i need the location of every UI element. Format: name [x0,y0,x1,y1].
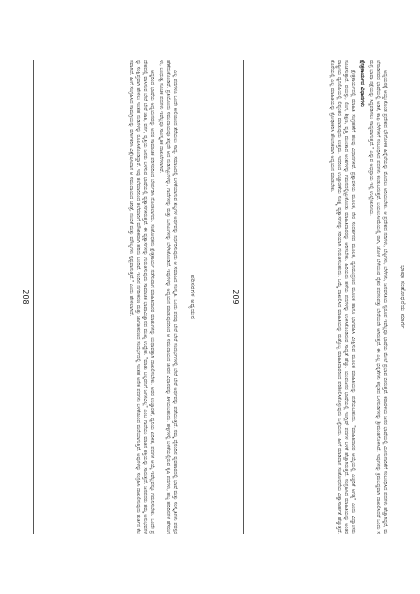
page-number: 208 [21,289,30,305]
footer-rule [243,60,244,534]
paragraph: ಕ್ಷೇತ್ರಕಾರ್ಯದಲ್ಲಿ ಮಾಹಿತಿ ಸಂಗ್ರಹಣೆಗೆ ಹಲವು ವಿಧಾನಗಳಿವೆ. ಪ್ರಶ್ನಾವಳಿಯ ಮೂಲಕ, ನೇರ ಸಂದರ್ಶನದ ಮೂಲಕ, ಧ್ವನಿಮುದ್ರಣದ ಮೂಲಕ ಹಾಗೂ ಭಾಗವಹಿಸಿ ವೀಕ್ಷಿಸುವ ಮೂಲಕ ಮಾಹಿತಿಯನ್ನು ಪಡೆಯಬಹುದು. "ಮಾಹಿತಿದಾರರ ಆಯ್ಕೆಯಲ್ಲಿ ಎಚ್ಚರಿಕೆ ಅಗತ್ಯ" ಎಂದು ವಿದ್ವಾಂಸರು ಸೂಚಿಸುತ್ತಾರೆ. ವಯಸ್ಸು, ಲಿಂಗ, ಶಿಕ್ಷಣ, ವೃತ್ತಿ ಮುಂತಾದ ಅಂಶಗಳನ್ನು ಗಮನದಲ್ಲಿಟ್ಟುಕೊಂಡು ಮಾಹಿತಿದಾರರನ್ನು ಆರಿಸಬೇಕು. ಹಿರಿಯರು ಹಳೆಯ ಪದಗಳನ್ನು ಉಳಿಸಿಕೊಂಡಿರುವ ಸಾಧ್ಯತೆ ಹೆಚ್ಚು. ಯುವಜನರ ಭಾಷೆಯಲ್ಲಿ ಇಂಗ್ಲಿಷ್ ಪದಗಳ ಬಳಕೆ ಹೆಚ್ಚಾಗಿರುತ್ತದೆ. ಸಂಗ್ರಹಿಸಿದ ಮಾಹಿತಿಯನ್ನು ಅಂತರರಾಷ್ಟ್ರೀಯ ಧ್ವನಿಲಿಪಿಯಲ್ಲಿ ಲಿಪ್ಯಂತರ ಮಾಡುವುದು ಉತ್ತಮ. ಇದರಿಂದ ಉಚ್ಚಾರಣೆಯ ಸೂಕ್ಷ್ಮ ವ್ಯತ್ಯಾಸಗಳನ್ನು ಸರಿಯಾಗಿ ಗುರುತಿಸಬಹುದು. ಒಮ್ಮೆ ದಾಖಲಿಸಿದ ಮಾಹಿತಿಯನ್ನು ಮತ್ತೊಬ್ಬ ಮಾಹಿತಿದಾರರಿಂದ ಪರಿಶೀಲಿಸಿಕೊಳ್ಳುವುದು ಒಳ್ಳೆಯದು. ಹೀಗೆ ಮಾಡಿದಾಗ ಸಂಶೋಧನೆಯ ವಿಶ್ವಾಸಾರ್ಹತೆ ಹೆಚ್ಚುತ್ತದೆ. ಕೊನೆಯಲ್ಲಿ ಎಲ್ಲ ಮಾಹಿತಿಯನ್ನು ಕ್ರೋಢೀಕರಿಸಿ ತೌಲನಿಕವಾಗಿ ಅಧ್ಯಯನ ಮಾಡಬೇಕು. [329,60,356,534]
footer-rule [33,60,34,534]
paragraph: ಅಧ್ಯಯನಕ್ಕೆ ಆಯ್ದುಕೊಂಡ ಪ್ರದೇಶದ ಭೌಗೋಳಿಕ ಹಿನ್ನೆಲೆಯನ್ನು ಮೊದಲು ಅರಿಯಬೇಕು. ಆ ಪ್ರದೇಶದ ನದಿಗಳು, ಬೆಟ್ಟಗಳು, ಬೆಳೆಗಳು, ಜನವಸತಿಯ ಸ್ವರೂಪ ಇವೆಲ್ಲವೂ ಭಾಷೆಯ ಮೇಲೆ ಪ್ರಭಾವ ಬೀರುತ್ತವೆ. ಕರಾವಳಿಯ ಜನರ ಭಾಷೆಯಲ್ಲಿ ಮೀನುಗಾರಿಕೆಗೆ ಸಂಬಂಧಿಸಿದ ಪದಗಳು ಹೆಚ್ಚಾಗಿದ್ದರೆ, ಮಲೆನಾಡಿನವರ ಭಾಷೆಯಲ್ಲಿ ಅಡಿಕೆ, ಕಾಫಿ ಬೆಳೆಗಳಿಗೆ ಸಂಬಂಧಿಸಿದ ಪದಗಳು ಕಂಡುಬರುತ್ತವೆ. ಬಯಲುಸೀಮೆಯಲ್ಲಿ ರಾಗಿ, ಜೋಳ ಬೆಳೆಯುವ ರೈತರ ಪದಸಂಪತ್ತು ಬೇರೆಯದೇ ಆಗಿರುತ್ತದೆ. ಈ ಎಲ್ಲ ಭಿನ್ನತೆಗಳು ಕನ್ನಡದ ಒಳನುಡಿಗಳನ್ನು ಶ್ರೀಮಂತಗೊಳಿಸಿವೆ. ಇವುಗಳನ್ನು ಕ್ರಮಬದ್ಧವಾಗಿ ದಾಖಲಿಸಿದರೆ ಒಂದು ಸಮಗ್ರ ಭಾಷಾ ನಕ್ಷೆಯನ್ನು ಸಿದ್ಧಪಡಿಸಲು ಸಾಧ್ಯವಾಗುತ್ತದೆ." ಎನ್ನುವ ಅಭಿಪ್ರಾಯ ಇಲ್ಲಿ ಉಲ್ಲೇಖನೀಯ. [368,60,388,534]
body-text [326,60,388,534]
right-page-rotated-content [210,0,420,594]
page-number: 209 [231,289,240,305]
right-page [210,0,420,594]
body-text [125,60,178,534]
section-heading: ಕ್ಷೇತ್ರಕಾರ್ಯದ ವಿಧಾನಗಳು [359,60,365,107]
paragraph: ಆದ್ದರಿಂದ ಭಾಷೆಯ ಅಧ್ಯಯನವನ್ನು ಅದರ ಸಾಮಾಜಿಕ ಪರಿಸರದಿಂದ ಬೇರ್ಪಡಿಸಿ ನೋಡಲಾಗದು. ಸಂಶೋಧಕನು ಕ್ಷೇತ್ರಕಾರ್ಯ ನಡೆಸುವಾಗ ಮಾಹಿತಿದಾರರ ಮಾತುಗಳನ್ನು ಯಥಾವತ್ತಾಗಿ ದಾಖಲಿಸಬೇಕು. ಅವರ ಉಚ್ಚಾರಣೆ, ಧ್ವನಿಯ ಏರಿಳಿತ, ಪದಗಳ ಆಯ್ಕೆ ಇವೆಲ್ಲವನ್ನೂ ಗಮನಿಸಬೇಕು. ಒಂದೇ ಪ್ರದೇಶದಲ್ಲಿ ವಾಸಿಸುವ ಬೇರೆ ಬೇರೆ ಜಾತಿ, ವರ್ಗ, ವೃತ್ತಿಯ ಜನರು ಬಳಸುವ ಭಾಷೆಯಲ್ಲಿ ವ್ಯತ್ಯಾಸಗಳಿರುತ್ತವೆ. ಈ ವ್ಯತ್ಯಾಸಗಳನ್ನು ಗುರುತಿಸುವುದು ಸಾಮಾಜಿಕ ಭಾಷಾವಿಜ್ಞಾನದ ಮುಖ್ಯ ಉದ್ದೇಶ. "ಮಾತು ಬಲ್ಲವನಿಗೆ ಜಗಳವಿಲ್ಲ" ಎಂಬ ಗಾದೆಯು ಮಾತಿನ ಶಕ್ತಿಯನ್ನು ಸಾರುತ್ತದೆ. ಜನಪದರು ತಮ್ಮ ಅನುಭವಗಳನ್ನು ಸಂಕ್ಷಿಪ್ತವಾಗಿ ಹೇಳಲು ಇಂತಹ ನುಡಿಗಳನ್ನು ರೂಪಿಸಿಕೊಂಡಿದ್ದಾರೆ. ಇವು ತಲೆಮಾರಿನಿಂದ ತಲೆಮಾರಿಗೆ ಮೌಖಿಕವಾಗಿ ಹರಿದು ಬಂದಿವೆ. ಇಂದಿನ ನಗರೀಕರಣ ಮತ್ತು ಜಾಗತೀಕರಣದ ಸಂದರ್ಭದಲ್ಲಿ ಇಂತಹ ಅನೇಕ ಪದಗಳು ಬಳಕೆಯಿಂದ ಮರೆಯಾಗುತ್ತಿವೆ. ಅವುಗಳನ್ನು ಸಂಗ್ರಹಿಸಿ ದಾಖಲಿಸುವುದು ತುರ್ತಿನ ಕೆಲಸವಾಗಿದೆ. ಹೀಗೆ ಸಂಗ್ರಹಿಸಿದ ಸಾಮಗ್ರಿಯನ್ನು ವರ್ಗೀಕರಿಸಿ ವಿಶ್ಲೇಷಿಸಿದಾಗ ಆ ಸಮುದಾಯದ ಚರಿತ್ರೆ, ನಂಬಿಕೆ ಮತ್ತು ಮೌಲ್ಯಗಳು ಸ್ಪಷ್ಟವಾಗುತ್ತವೆ." ಎಂದು ಹೇಳಲಾಗಿದೆ. [128,60,155,534]
running-header: ಭಾಷಾ ಸಂಶೋಧನೆಯ ಮಾರ್ಗ [399,265,406,329]
paragraph: ಎಲ್ಲ ಪದಗಳೂ ಒಂದೇ ಕೀಲಿಯಿಂದ ತೆರೆಯಲು ಸಾಧ್ಯ. ಸಮಾಜದಲ್ಲಿ ಬಳಕೆಯಾಗುವ ಶಬ್ದಗಳ ಅರ್ಥವನ್ನು ನಿರ್ಧರಿಸುವುದು ಆ ಸಮಾಜದ ಸಂಸ್ಕೃತಿ. ಒಂದು ಪದವು ಬೇರೆ ಬೇರೆ ಸಂದರ್ಭಗಳಲ್ಲಿ ಬೇರೆ ಬೇರೆ ಅರ್ಥವನ್ನು ಪಡೆಯುತ್ತದೆ. ನಮ್ಮ ದೈನಂದಿನ ವ್ಯವಹಾರದಲ್ಲಿ ಭಾಷೆ ಮತ್ತು ಸಂಸ್ಕೃತಿಗಳು ಪರಸ್ಪರ ಹೆಣೆದುಕೊಂಡಿವೆ. ಪ್ರತಿಯೊಂದು ಸಮುದಾಯವೂ ತನ್ನದೇ ಆದ ನುಡಿಗಟ್ಟುಗಳನ್ನು, ಗಾದೆಗಳನ್ನು ಮತ್ತು ಒಗಟುಗಳನ್ನು ಬೆಳೆಸಿಕೊಂಡಿದೆ. ಇವುಗಳನ್ನು ಅಧ್ಯಯನ ಮಾಡುವುದರಿಂದ ಆ ಸಮುದಾಯದ ಜೀವನ ವಿಧಾನವನ್ನು ತಿಳಿಯಬಹುದು. ಹಳ್ಳಿಗಳಲ್ಲಿ ಬಳಕೆಯಲ್ಲಿರುವ ಕೃಷಿ ಪದಗಳು, ಹಬ್ಬ ಹರಿದಿನಗಳ ಹೆಸರುಗಳು, ಬಂಧುತ್ವ ಸೂಚಕ ಪದಗಳು ಇವೆಲ್ಲವೂ ಸಾಂಸ್ಕೃತಿಕ ದಾಖಲೆಗಳಾಗಿವೆ. [158,60,178,534]
running-header: ಪರಿಸರಗಳ ಅಧ್ಯಯನ [189,274,196,320]
